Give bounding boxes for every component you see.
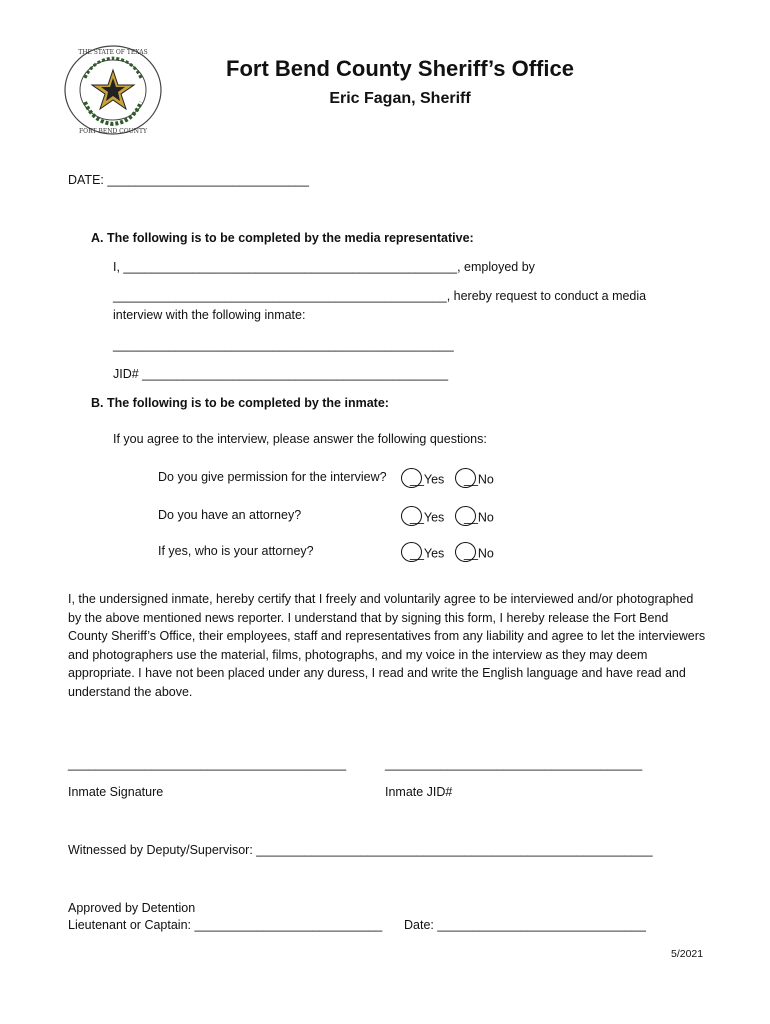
permission-no-option[interactable]: __No — [455, 470, 494, 490]
radio-circle-icon — [401, 468, 422, 488]
approval-date-field[interactable]: Date: ______________________________ — [404, 918, 646, 932]
attorney-name-no-option[interactable]: __No — [455, 544, 494, 564]
date-field[interactable]: DATE: _____________________________ — [68, 173, 309, 187]
inmate-signature-label: Inmate Signature — [68, 785, 164, 799]
radio-circle-icon — [401, 506, 422, 526]
radio-circle-icon — [455, 542, 476, 562]
media-rep-name-field[interactable]: I, ________________________________________________, employed by — [113, 260, 535, 274]
attorney-no-option[interactable]: __No — [455, 508, 494, 528]
section-a-text: interview with the following inmate: — [113, 308, 306, 322]
section-b-intro: If you agree to the interview, please answer the following questions: — [113, 432, 487, 446]
inmate-signature-line[interactable]: ________________________________________ — [68, 757, 347, 771]
seal-bottom-text: FORT BEND COUNTY — [79, 128, 147, 135]
lieutenant-captain-field[interactable]: Lieutenant or Captain: ___________________________ — [68, 918, 383, 932]
attorney-yes-option[interactable]: __Yes — [401, 508, 444, 528]
inmate-jid-line[interactable]: _____________________________________ — [385, 757, 643, 771]
approved-label: Approved by Detention — [68, 901, 196, 915]
certification-paragraph: I, the undersigned inmate, hereby certify that I freely and voluntarily agree to be interviewed and/or photographed by the above mentioned news reporter. I understand that by signing this form, I hereby release the Fort Bend County Sheriff’s Office, their employees, staff and representatives from any liability and agree to let the interviewers and photographers use the material, films, photographs, and my voice in the interview as they may deem appropriate. I have not been placed under any duress, I read and write the English language and have read and understand the above. — [68, 592, 706, 699]
permission-yes-option[interactable]: __Yes — [401, 470, 444, 490]
radio-circle-icon — [455, 468, 476, 488]
question-permission: Do you give permission for the interview? — [158, 470, 387, 484]
inmate-name-field[interactable]: _________________________________________________ — [113, 338, 454, 352]
jid-field[interactable]: JID# ____________________________________________ — [113, 367, 449, 381]
inmate-jid-label: Inmate JID# — [385, 785, 453, 799]
question-attorney-name: If yes, who is your attorney? — [158, 544, 314, 558]
page-subtitle: Eric Fagan, Sheriff — [329, 90, 471, 107]
witness-field[interactable]: Witnessed by Deputy/Supervisor: _________________________________________________________ — [68, 843, 653, 857]
question-attorney: Do you have an attorney? — [158, 508, 302, 522]
page-title: Fort Bend County Sheriff’s Office — [226, 56, 574, 81]
seal-top-text: THE STATE OF TEXAS — [78, 49, 148, 56]
radio-circle-icon — [401, 542, 422, 562]
section-a-heading: A. The following is to be completed by the media representative: — [91, 231, 474, 245]
radio-circle-icon — [455, 506, 476, 526]
attorney-name-yes-option[interactable]: __Yes — [401, 544, 444, 564]
revision-date: 5/2021 — [671, 948, 704, 960]
employer-field[interactable]: ________________________________________________, hereby request to conduct a media — [113, 289, 647, 303]
section-b-heading: B. The following is to be completed by the inmate: — [91, 396, 389, 410]
